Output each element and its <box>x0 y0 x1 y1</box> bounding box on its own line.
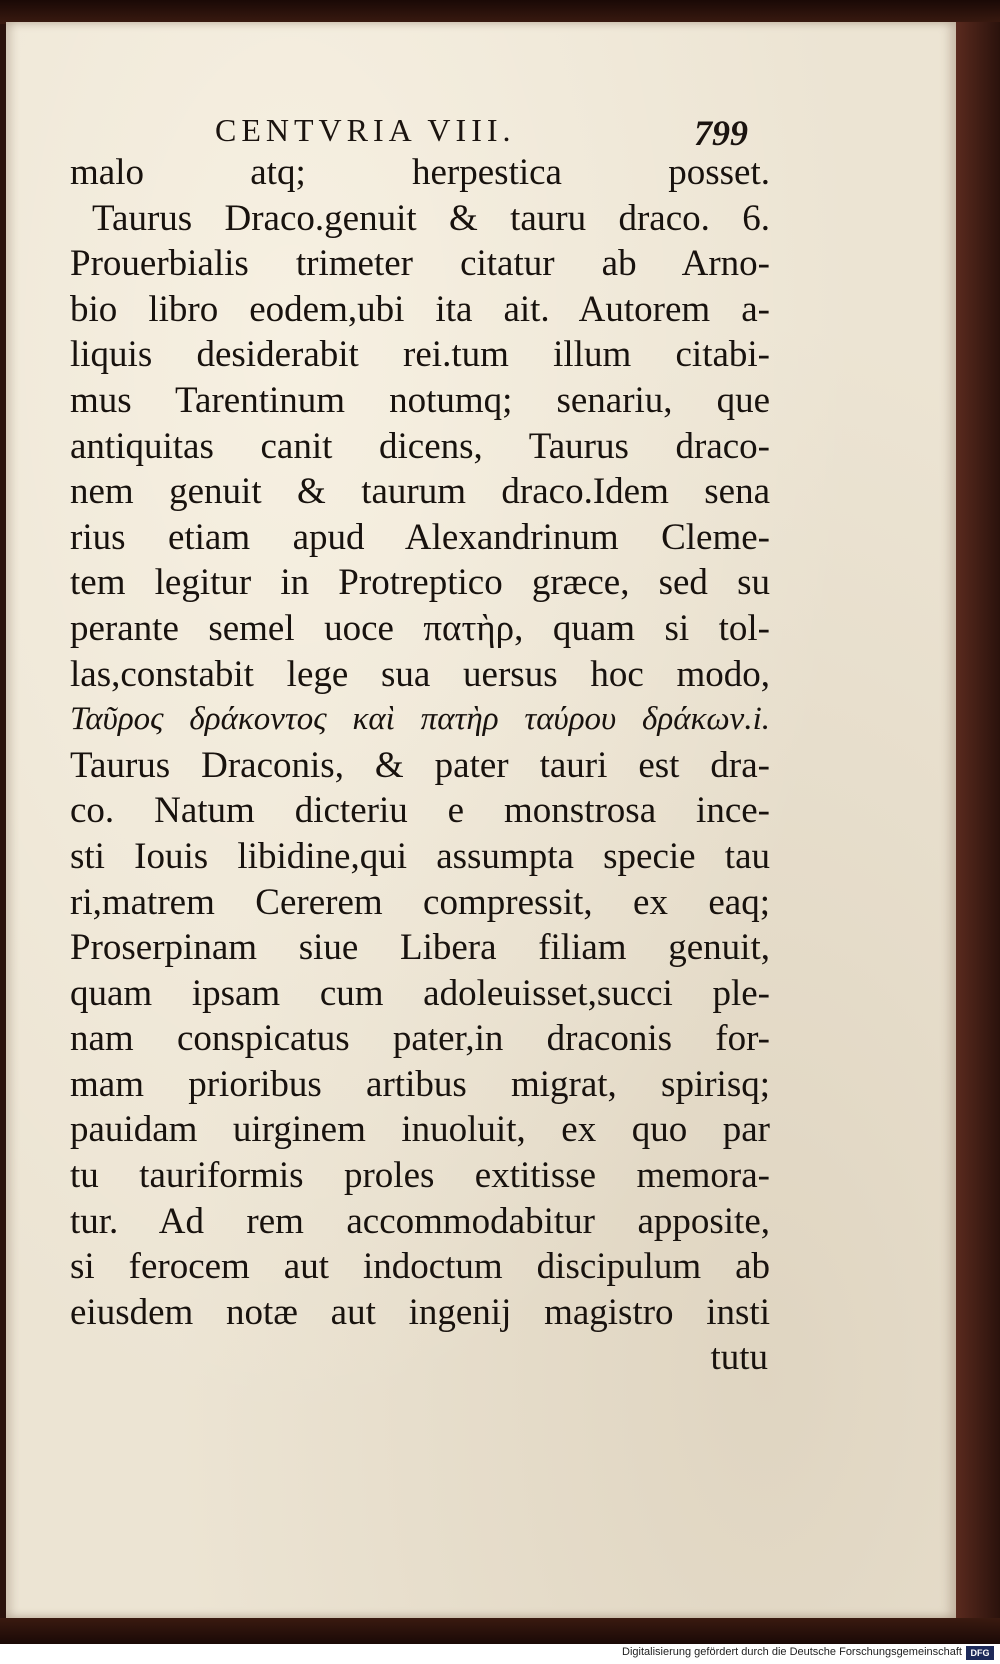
text-line: tu tauriformis proles extitisse memora- <box>70 1155 770 1197</box>
text-line: mus Tarentinum notumq; senariu, que <box>70 379 770 421</box>
text-line: tem legitur in Protreptico græce, sed su <box>70 562 770 604</box>
text-line: pauidam uirginem inuoluit, ex quo par <box>70 1109 770 1151</box>
text-line: tur. Ad rem accommodabitur apposite, <box>70 1200 770 1242</box>
text-line: liquis desiderabit rei.tum illum citabi- <box>70 334 770 376</box>
running-title: CENTVRIA VIII. <box>215 112 516 148</box>
text-line: malo atq; herpestica posset. <box>70 152 770 193</box>
text-line: las,constabit lege sua uersus hoc modo, <box>70 653 770 695</box>
text-line: Taurus Draco.genuit & tauru draco. 6. <box>92 197 770 239</box>
text-line: Proserpinam siue Libera filiam genuit, <box>70 927 770 969</box>
catchword: tutu <box>710 1337 768 1379</box>
page-number: 799 <box>694 113 748 153</box>
greek-verse-line: Ταῦρος δράκοντος καὶ πατὴρ ταύρου δράκων.i. <box>70 701 770 738</box>
page-fore-edge <box>956 22 1000 1618</box>
text-line: nam conspicatus pater,in draconis for- <box>70 1018 770 1060</box>
text-line: rius etiam apud Alexandrinum Cleme- <box>70 516 770 558</box>
scan-border-bottom <box>0 1618 1000 1644</box>
digitization-footer <box>0 1644 1000 1664</box>
text-line: Taurus Draconis, & pater tauri est dra- <box>70 744 770 786</box>
running-head <box>0 112 1000 152</box>
dfg-logo: DFG <box>966 1646 994 1660</box>
body-text <box>70 150 770 1381</box>
text-line: bio libro eodem,ubi ita ait. Autorem a- <box>70 288 770 330</box>
text-line: perante semel uoce πατὴρ, quam si tol- <box>70 607 770 649</box>
text-line: sti Iouis libidine,qui assumpta specie tau <box>70 835 770 877</box>
text-line: mam prioribus artibus migrat, spirisq; <box>70 1063 770 1105</box>
text-line: quam ipsam cum adoleuisset,succi ple- <box>70 972 770 1014</box>
scan-border-top <box>0 0 1000 24</box>
text-line: nem genuit & taurum draco.Idem sena <box>70 471 770 513</box>
text-line: co. Natum dicteriu e monstrosa ince- <box>70 790 770 832</box>
text-line: antiquitas canit dicens, Taurus draco- <box>70 425 770 467</box>
text-line: Prouerbialis trimeter citatur ab Arno- <box>70 243 770 285</box>
text-line: si ferocem aut indoctum discipulum ab <box>70 1246 770 1288</box>
text-line: ri,matrem Cererem compressit, ex eaq; <box>70 881 770 923</box>
funding-credit: Digitalisierung gefördert durch die Deutsche Forschungsgemeinschaft <box>622 1646 962 1658</box>
text-line: eiusdem notæ aut ingenij magistro insti <box>70 1291 770 1333</box>
